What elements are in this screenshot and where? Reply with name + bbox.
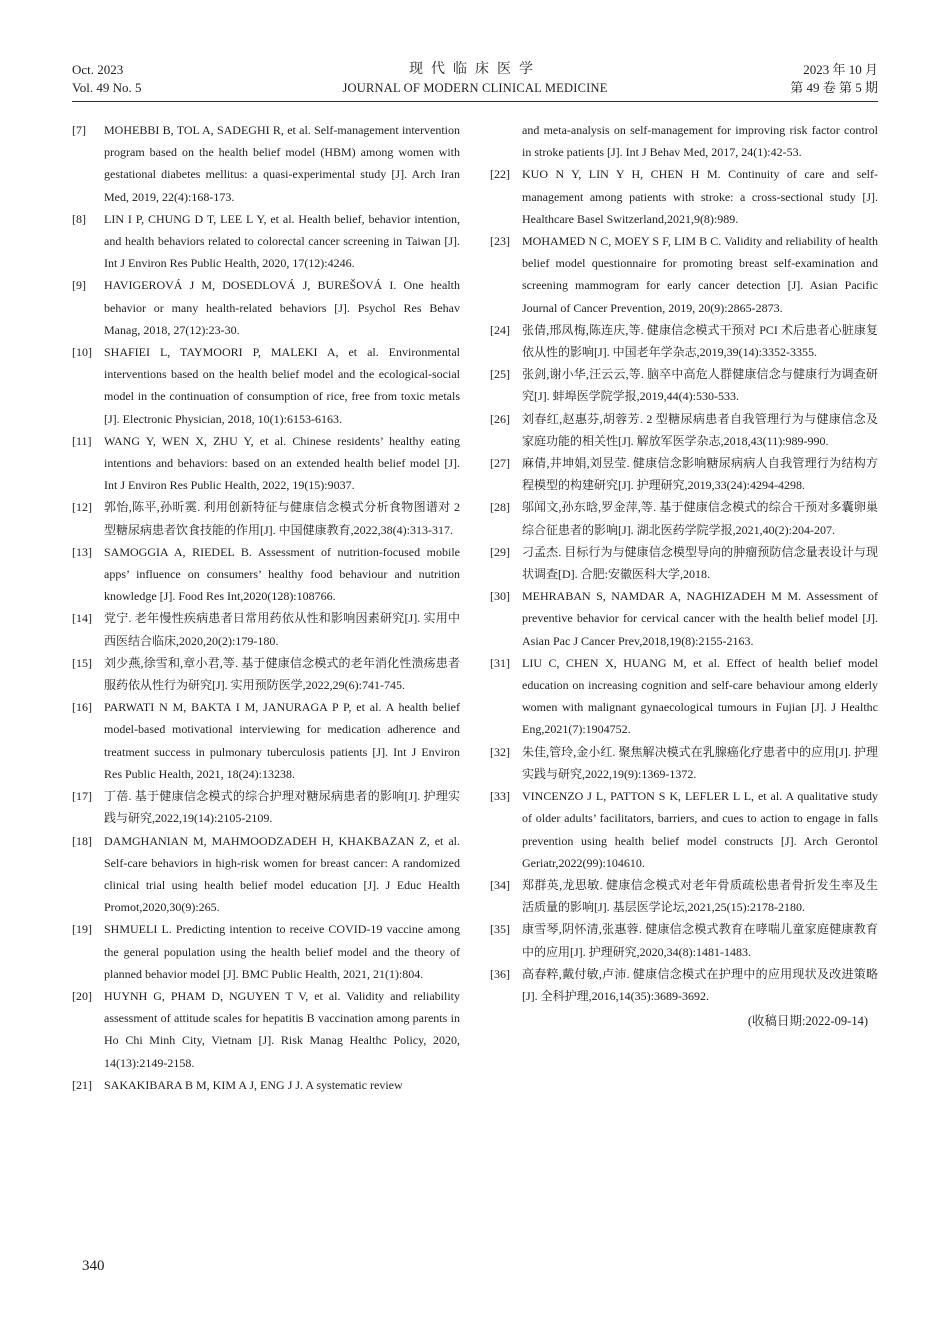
reference-number: [7] [72, 123, 86, 137]
reference-item [490, 585, 878, 652]
reference-text: HUYNH G, PHAM D, NGUYEN T V, et al. Validity and reliability assessment of attitude scales for hepatitis B vaccination among parents in Ho Chi Minh City, Vietnam [J]. Risk Manag Healthc Policy, 2020, 14(13):2149-2158. [104, 988, 460, 1070]
reference-item [72, 918, 460, 985]
header-date-cn: 2023 年 10 月 [803, 62, 878, 77]
reference-text: 邬闻文,孙东晗,罗金萍,等. 基于健康信念模式的综合干预对多囊卵巢综合征患者的影响[J]. 湖北医药学院学报,2021,40(2):204-207. [522, 500, 878, 537]
reference-text: VINCENZO J L, PATTON S K, LEFLER L L, et al. A qualitative study of older adults’ facilitators, barriers, and cues to action to engage in falls prevention using health belief model constructs [J]. Arch Gerontol Geriatr,2022(99):104610. [522, 789, 878, 870]
reference-item [490, 874, 878, 918]
reference-item [72, 830, 460, 919]
reference-text: SHAFIEI L, TAYMOORI P, MALEKI A, et al. Environmental interventions based on the health belief model and the ecological-social model in the continuation of consumption of rice, free from toxic metals [J]. Electronic Physician, 2018, 10(1):6153-6163. [104, 345, 460, 426]
reference-number: [10] [72, 345, 92, 360]
reference-text: LIU C, CHEN X, HUANG M, et al. Effect of health belief model education on increasing cognition and self-care behaviour among elderly women with malignant gynaecological tumours in Fujian [J]. J Healthc Eng,2021(7):1904752. [522, 655, 878, 737]
reference-item [490, 319, 878, 363]
reference-text: SHMUELI L. Predicting intention to receive COVID-19 vaccine among the general population using the health belief model and the theory of planned behavior model [J]. BMC Public Health, 2021, 21(1):804. [104, 922, 460, 981]
reference-number: [16] [72, 700, 92, 715]
reference-item [490, 163, 878, 230]
reference-number: [29] [490, 544, 510, 559]
reference-text: 刘少燕,徐雪和,章小君,等. 基于健康信念模式的老年消化性溃疡患者服药依从性行为研究[J]. 实用预防医学,2022,29(6):741-745. [104, 655, 460, 693]
reference-item [72, 341, 460, 430]
reference-text: SAKAKIBARA B M, KIM A J, ENG J J. A systematic review [104, 1077, 403, 1092]
reference-text: MOHEBBI B, TOL A, SADEGHI R, et al. Self-management intervention program based on the health belief model (HBM) among women with gestational diabetes mellitus: a quasi-experimental study [J]. Arch Iran Med, 2019, 22(4):168-173. [104, 123, 460, 204]
reference-item [72, 785, 460, 829]
reference-text: MEHRABAN S, NAMDAR A, NAGHIZADEH M M. Assessment of preventive behavior for cervical cancer with the health belief model [J]. Asian Pac J Cancer Prev,2018,19(8):2155-2163. [522, 589, 878, 648]
reference-item [72, 430, 460, 497]
reference-number: [27] [490, 456, 510, 471]
reference-item [72, 1074, 460, 1096]
reference-number: [23] [490, 234, 510, 249]
reference-item [490, 963, 878, 1007]
reference-item [490, 452, 878, 496]
journal-title-en: JOURNAL OF MODERN CLINICAL MEDICINE [342, 81, 608, 95]
reference-text: SAMOGGIA A, RIEDEL B. Assessment of nutrition-focused mobile apps’ influence on consumers’ healthy food behaviour and nutrition knowledge [J]. Food Res Int,2020(128):108766. [104, 544, 460, 604]
reference-number: [12] [72, 500, 92, 515]
reference-text: WANG Y, WEN X, ZHU Y, et al. Chinese residents’ healthy eating intentions and behaviors: based on an extended health belief model [J]. Int J Environ Res Public Health, 2022, 19(15):9037. [104, 433, 460, 493]
reference-number: [36] [490, 966, 510, 981]
reference-number: [8] [72, 211, 86, 226]
reference-text: 丁蓓. 基于健康信念模式的综合护理对糖尿病患者的影响[J]. 护理实践与研究,2022,19(14):2105-2109. [104, 789, 460, 826]
reference-text: 刁孟杰. 目标行为与健康信念模型导向的肿瘤预防信念量表设计与现状调查[D]. 合肥:安徽医科大学,2018. [522, 544, 878, 582]
reference-number: [15] [72, 655, 92, 670]
reference-text: and meta-analysis on self-management for improving risk factor control in stroke patients [J]. Int J Behav Med, 2017, 24(1):42-53. [522, 123, 878, 160]
reference-item [490, 119, 878, 163]
reference-text: 张剑,谢小华,汪云云,等. 脑卒中高危人群健康信念与健康行为调查研究[J]. 蚌埠医学院学报,2019,44(4):530-533. [522, 367, 878, 404]
received-date: (收稿日期:2022-09-14) [747, 1014, 868, 1029]
reference-number: [32] [490, 744, 510, 759]
header-center [72, 61, 878, 97]
reference-number: [24] [490, 322, 510, 337]
reference-item [72, 119, 460, 208]
header-right [790, 61, 878, 97]
reference-item [72, 496, 460, 540]
reference-number: [21] [72, 1077, 92, 1092]
reference-item [72, 985, 460, 1074]
header-volume-cn: 第 49 卷 第 5 期 [790, 80, 878, 95]
reference-text: 张倩,邢凤梅,陈连庆,等. 健康信念模式干预对 PCI 术后患者心脏康复依从性的影响[J]. 中国老年学杂志,2019,39(14):3352-3355. [522, 322, 878, 360]
reference-number: [26] [490, 411, 510, 426]
header-volume-en: Vol. 49 No. 5 [72, 80, 142, 95]
reference-text: 高春粹,戴付敏,卢沛. 健康信念模式在护理中的应用现状及改进策略[J]. 全科护理,2016,14(35):3689-3692. [522, 966, 878, 1003]
reference-number: [33] [490, 789, 510, 804]
reference-item [490, 230, 878, 319]
reference-item [72, 696, 460, 785]
reference-number: [22] [490, 167, 510, 182]
reference-item [72, 652, 460, 696]
reference-number: [28] [490, 500, 510, 515]
reference-text: PARWATI N M, BAKTA I M, JANURAGA P P, et al. A health belief model-based motivational interviewing for medication adherence and treatment success in pulmonary tuberculosis patients [J]. Int J Environ Res Public Health, 2021, 18(24):13238. [104, 700, 460, 781]
reference-column-left [72, 119, 460, 1096]
reference-text: MOHAMED N C, MOEY S F, LIM B C. Validity and reliability of health belief model questionnaire for promoting breast self-examination and screening mammogram for early cancer detection [J]. Asian Pacific Journal of Cancer Prevention, 2019, 20(9):2865-2873. [522, 234, 878, 315]
reference-item [490, 741, 878, 785]
reference-number: [11] [72, 433, 92, 448]
reference-item [72, 274, 460, 341]
reference-text: 刘春红,赵惠芬,胡蓉芳. 2 型糖尿病患者自我管理行为与健康信念及家庭功能的相关性[J]. 解放军医学杂志,2018,43(11):989-990. [522, 411, 878, 448]
reference-text: 朱佳,管玲,金小红. 聚焦解决模式在乳腺癌化疗患者中的应用[J]. 护理实践与研究,2022,19(9):1369-1372. [522, 744, 878, 781]
header-date-en: Oct. 2023 [72, 62, 124, 77]
reference-number: [19] [72, 922, 92, 937]
reference-item [490, 785, 878, 874]
reference-text: DAMGHANIAN M, MAHMOODZADEH H, KHAKBAZAN Z, et al. Self-care behaviors in high-risk women for breast cancer: A randomized clinical trial using health belief model education [J]. J Educ Health Promot,2020,30(9):265. [104, 833, 460, 915]
reference-item [490, 918, 878, 962]
reference-number: [34] [490, 877, 510, 892]
reference-number: [30] [490, 589, 510, 604]
reference-item [490, 363, 878, 407]
journal-title-cn: 现代临床医学 [409, 62, 541, 77]
reference-text: 党宁. 老年慢性疾病患者日常用药依从性和影响因素研究[J]. 实用中西医结合临床,2020,20(2):179-180. [104, 611, 460, 648]
reference-text: 郭怡,陈平,孙昕霙. 利用创新特征与健康信念模式分析食物图谱对 2 型糖尿病患者饮食技能的作用[J]. 中国健康教育,2022,38(4):313-317. [104, 500, 460, 537]
reference-number: [18] [72, 833, 92, 848]
reference-column-right [490, 119, 878, 1029]
reference-item [490, 496, 878, 540]
reference-number: [20] [72, 988, 92, 1003]
reference-item [72, 607, 460, 651]
reference-number: [13] [72, 544, 92, 559]
reference-number: [35] [490, 922, 510, 937]
reference-text: HAVIGEROVÁ J M, DOSEDLOVÁ J, BUREŠOVÁ I. One health behavior or many health-related behaviors [J]. Psychol Res Behav Manag, 2018, 27(12):23-30. [104, 278, 460, 337]
reference-number: [17] [72, 789, 92, 804]
reference-item [72, 541, 460, 608]
reference-item [490, 408, 878, 452]
page-number: 340 [82, 1258, 105, 1274]
reference-text: 郑群英,龙思敏. 健康信念模式对老年骨质疏松患者骨折发生率及生活质量的影响[J]. 基层医学论坛,2021,25(15):2178-2180. [522, 877, 878, 915]
reference-number: [31] [490, 655, 510, 670]
reference-number: [25] [490, 367, 510, 382]
reference-item [72, 208, 460, 275]
reference-text: 康雪琴,阴怀清,张惠蓉. 健康信念模式教育在哮喘儿童家庭健康教育中的应用[J]. 护理研究,2020,34(8):1481-1483. [522, 922, 878, 959]
reference-text: LIN I P, CHUNG D T, LEE L Y, et al. Health belief, behavior intention, and health behaviors related to colorectal cancer screening in Taiwan [J]. Int J Environ Res Public Health, 2020, 17(12):4246. [104, 211, 460, 271]
reference-number: [14] [72, 611, 92, 626]
reference-text: KUO N Y, LIN Y H, CHEN H M. Continuity of care and self-management among patients with stroke: a cross-sectional study [J]. Healthcare Basel Switzerland,2021,9(8):989. [522, 167, 878, 226]
running-header [72, 55, 878, 102]
reference-item [490, 541, 878, 585]
reference-number: [9] [72, 278, 86, 293]
reference-item [490, 652, 878, 741]
reference-text: 麻倩,井坤娟,刘昱莹. 健康信念影响糖尿病病人自我管理行为结构方程模型的构建研究[J]. 护理研究,2019,33(24):4294-4298. [522, 456, 878, 493]
